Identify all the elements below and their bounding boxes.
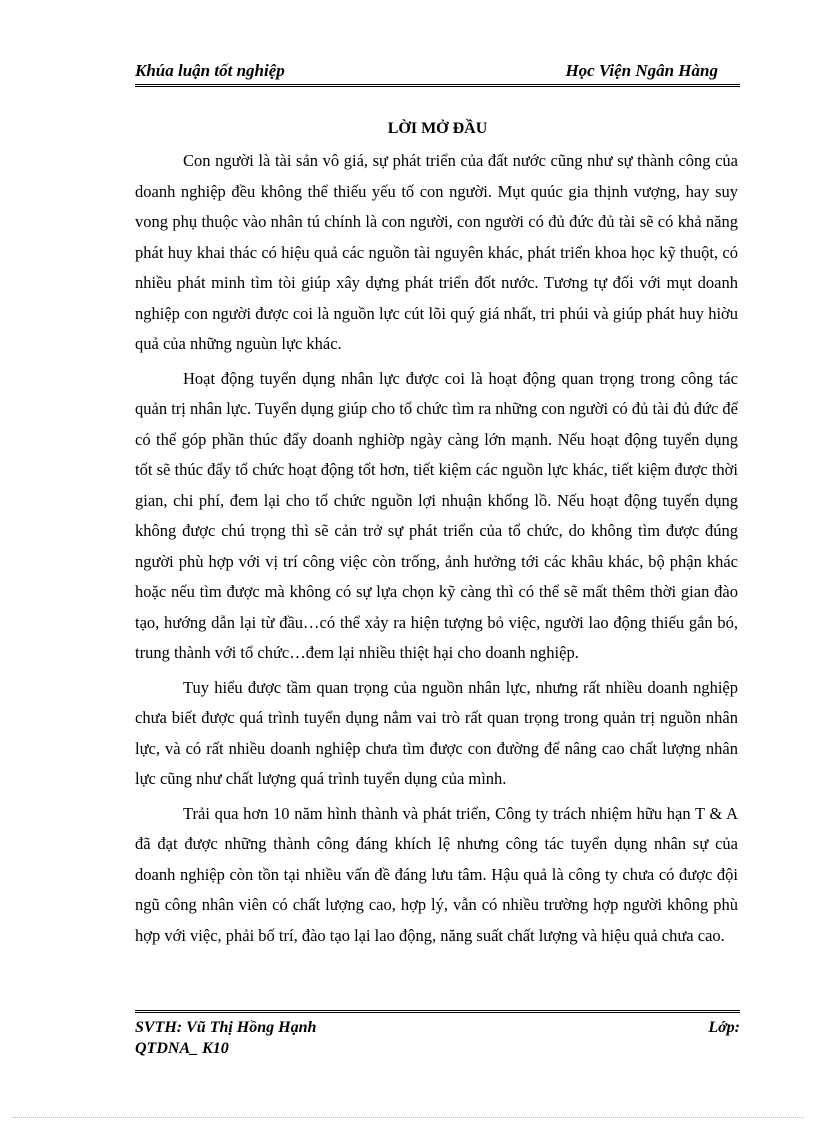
footer-student-name: SVTH: Vũ Thị Hồng Hạnh [135,1019,317,1036]
paragraph-2: Hoạt động tuyển dụng nhân lực được coi là hoạt động quan trọng trong công tác quản trị nhân lực. Tuyển dụng giúp cho tổ chức tìm ra những con người có đủ tài đủ đức để có thể góp phần thúc đẩy doanh nghiờp ngày càng lớn mạnh. Nếu hoạt động tuyển dụng tốt sẽ thúc đẩy tổ chức hoạt động tốt hơn, tiết kiệm các nguồn lực khác, tiết kiệm được thời gian, chi phí, đem lại cho tổ chức nguồn lợi nhuận khổng lồ. Nếu hoạt động tuyển dụng không được chú trọng thì sẽ cản trở sự phát triển của tổ chức, do không tìm được đúng người phù hợp với vị trí công việc còn trống, ảnh hưởng tới các khâu khác, bộ phận khác hoặc nếu tìm được mà không có sự lựa chọn kỹ càng thì có thể sẽ mất thêm thời gian đào tạo, hướng dẫn lại từ đầu…có thể xảy ra hiện tượng bỏ việc, người lao động thiếu gắn bó, trung thành với tổ chức…đem lại nhiều thiệt hại cho doanh nghiệp. [135,368,738,662]
page-title: LỜI MỞ ĐẦU [387,120,488,137]
page-footer [135,1010,740,1059]
paragraph-4: Trải qua hơn 10 năm hình thành và phát triển, Công ty trách nhiệm hữu hạn T & A đã đạt được những thành công đáng khích lệ nhưng công tác tuyển dụng nhân sự của doanh nghiệp còn tồn tại nhiều vấn đề đáng lưu tâm. Hậu quả là công ty chưa có được đội ngũ công nhân viên có chất lượng cao, hợp lý, vẫn có nhiều trường hợp người không phù hợp với việc, phải bố trí, đào tạo lại lao động, năng suất chất lượng và hiệu quả chưa cao. [135,803,738,945]
page-header [135,58,740,87]
paragraph-1: Con người là tài sản vô giá, sự phát triển của đất nước cũng như sự thành công của doanh nghiệp đều không thể thiếu yếu tố con người. Mụt quúc gia thịnh vượng, hay suy vong phụ thuộc vào nhân tú chính là con người, con người có đủ đức đủ tài sẽ có khả năng phát huy khai thác có hiệu quả các nguồn tài nguyên khác, phát triển khoa học kỹ thuột, có nhiều phát minh tìm tòi giúp xây dựng phát triển đốt nước. Tương tự đối với mụt doanh nghiệp con người được coi là nguồn lực cút lõi quý giá nhất, tri phúi và giúp phát huy hiờu quả của những nguùn lực khác. [135,151,738,353]
body-text [135,146,738,955]
header-institution: Học Viện Ngân Hàng [565,61,718,80]
header-thesis-label: Khúa luận tốt nghiệp [135,61,285,80]
paragraph-3: Tuy hiểu được tầm quan trọng của nguồn nhân lực, nhưng rất nhiều doanh nghiệp chưa biết được quá trình tuyển dụng nắm vai trò rất quan trọng trong quản trị nguồn nhân lực, và có rất nhiều doanh nghiệp chưa tìm được con đường để nâng cao chất lượng nhân lực cũng như chất lượng quá trình tuyển dụng của mình. [135,677,738,788]
page-bottom-divider [12,1117,804,1118]
footer-class-code: QTDNA_ K10 [135,1040,229,1057]
footer-class-label: Lớp: [708,1019,740,1036]
